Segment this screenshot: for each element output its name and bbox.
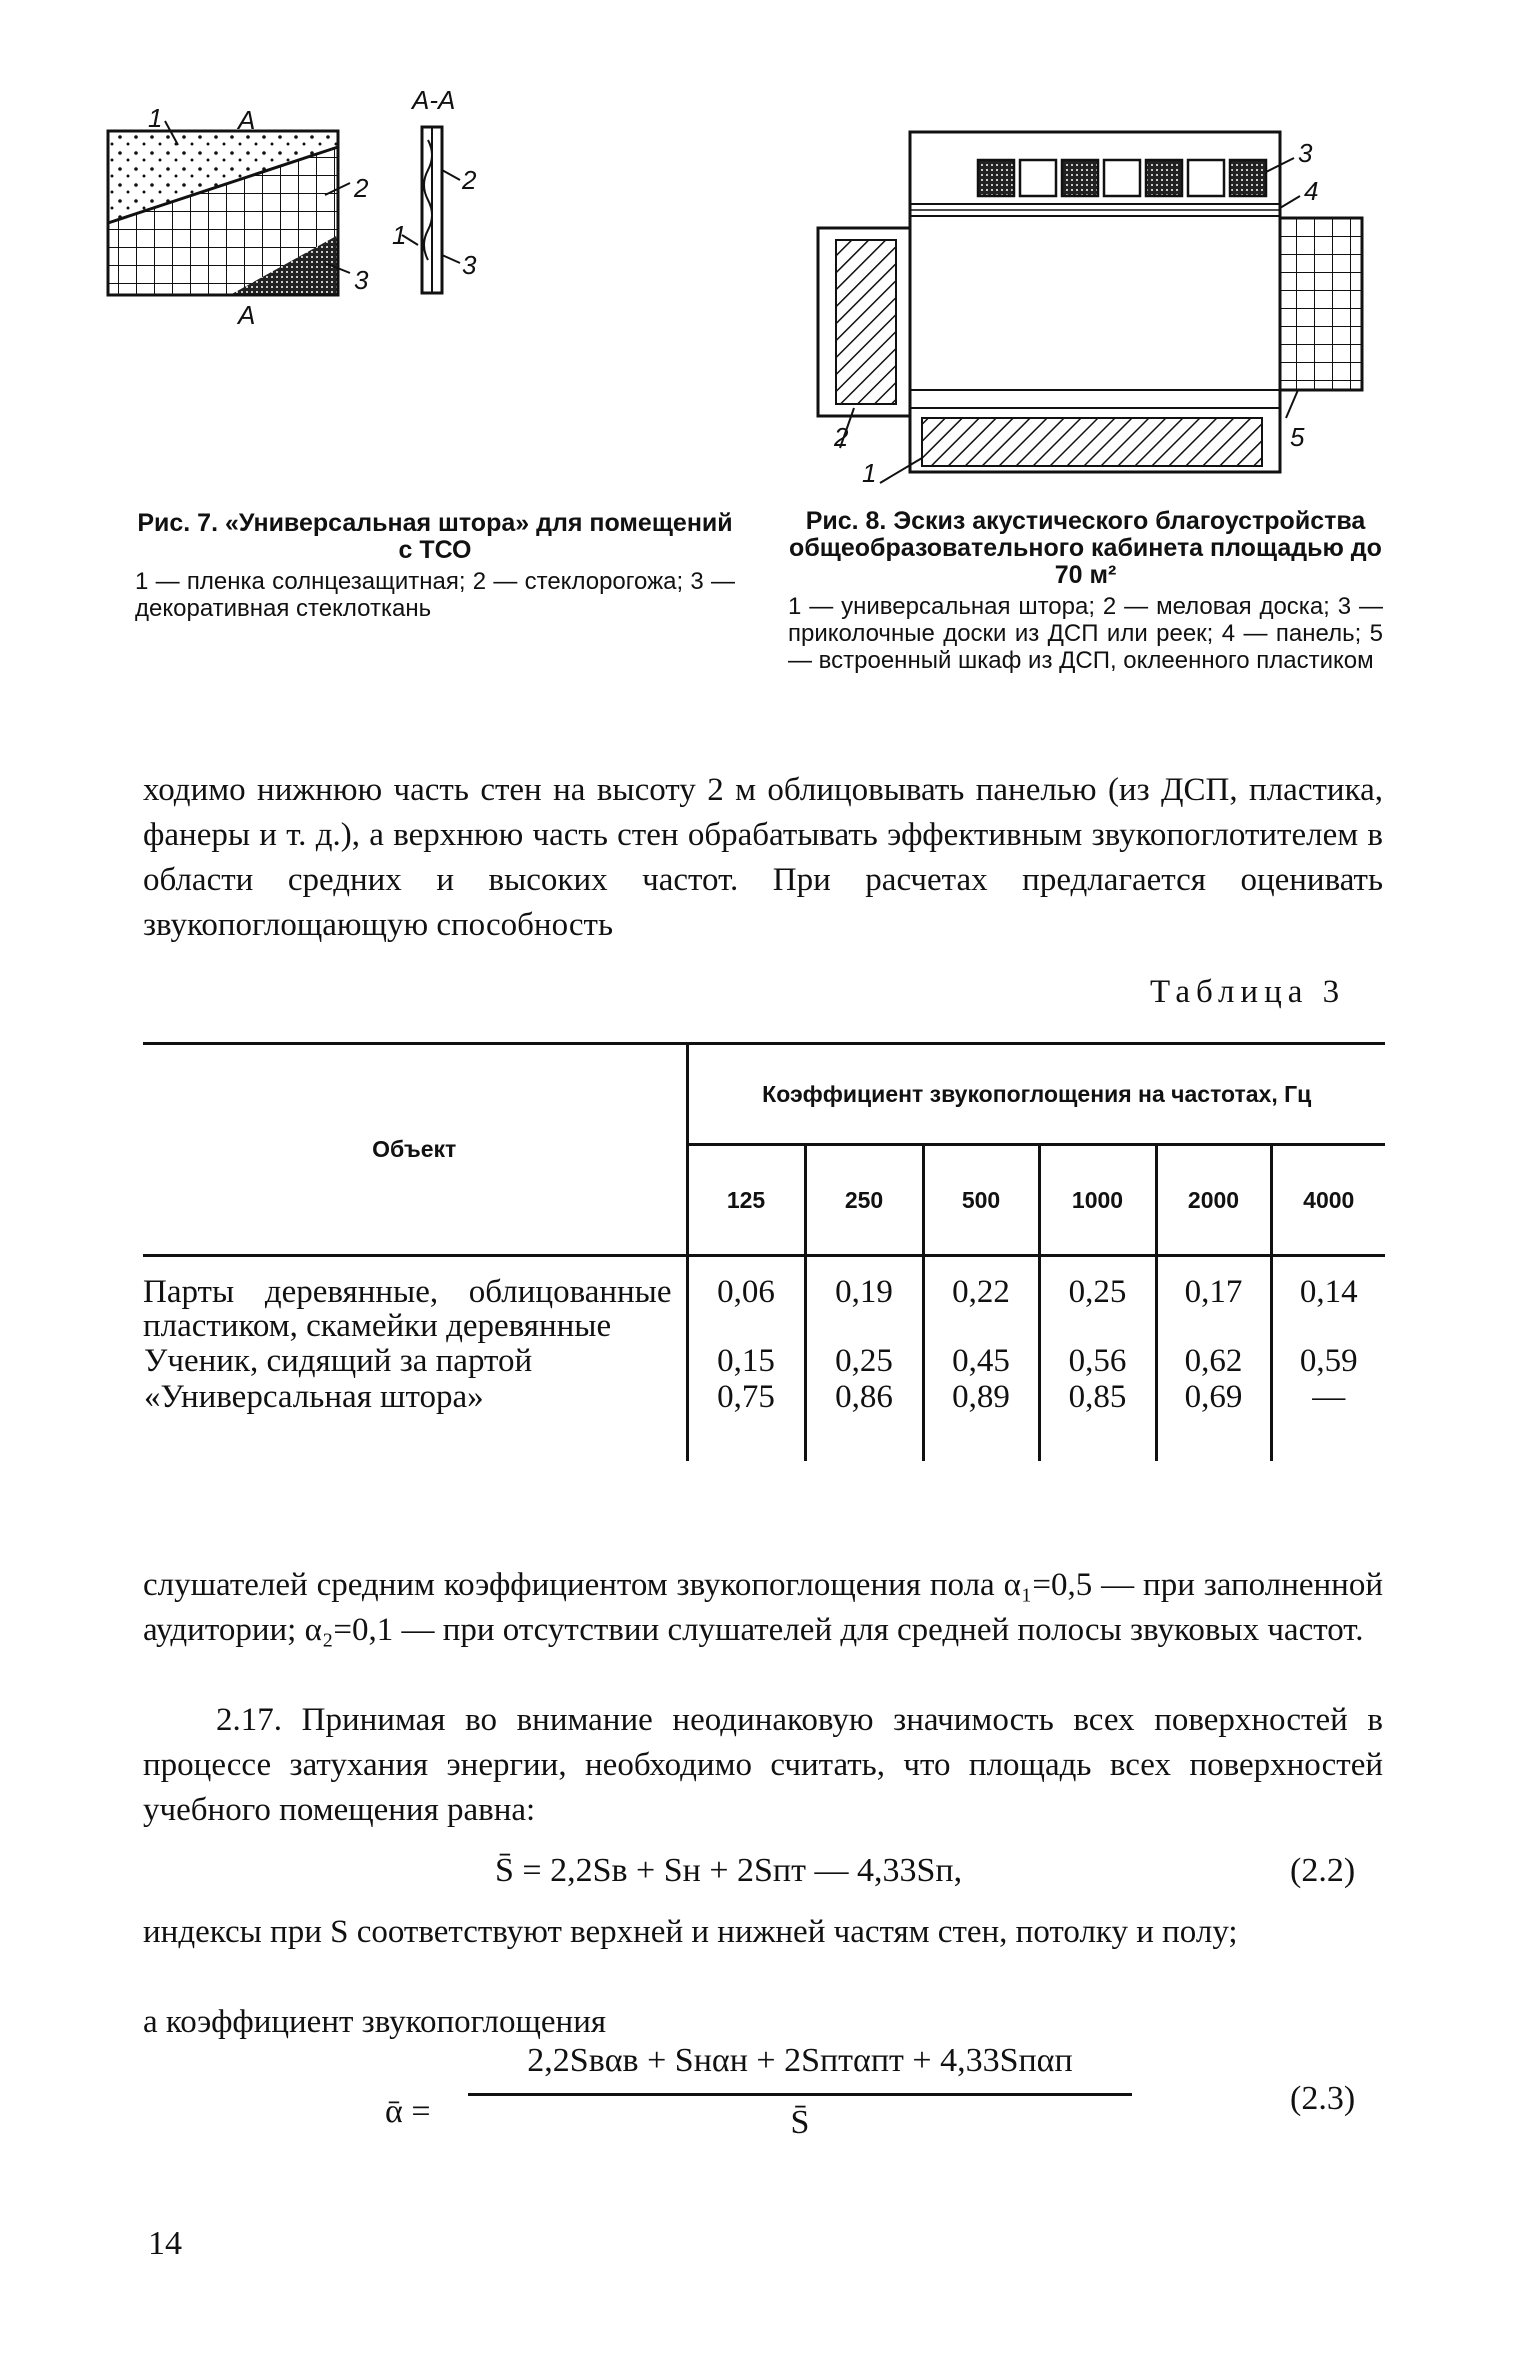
- formula-2-2-number: (2.2): [1290, 1852, 1356, 1889]
- paragraph-3: 2.17. Принимая во внимание неодинаковую значимость всех поверхностей в процессе затухания энергии, необходимо считать, что площадь всех поверхностей учебного помещения равна:: [143, 1702, 1383, 1828]
- row-object-name: Ученик, сидящий за партой: [143, 1343, 687, 1379]
- paragraph-2: слушателей средним коэффициентом звукопоглощения пола α₁=0,5 — при заполненной аудитории; α₂=0,1 — при отсутствии слушателей для средней полосы звуковых частот.: [143, 1567, 1383, 1648]
- cell: 0,89: [923, 1379, 1039, 1461]
- cell: —: [1312, 1379, 1346, 1415]
- cell: 0,69: [1156, 1379, 1271, 1461]
- header-object: Объект: [143, 1044, 687, 1256]
- formula-2-3-numerator: 2,2Sвαв + Sнαн + 2Sптαпт + 4,33Sпαп: [527, 2042, 1073, 2079]
- table-row: [143, 1343, 1385, 1379]
- formula-2-3-number: (2.3): [1290, 2080, 1356, 2117]
- cell: 0,62: [1156, 1343, 1271, 1379]
- table-row: [143, 1379, 1385, 1461]
- cell: 0,06: [687, 1256, 805, 1344]
- cell: 0,22: [923, 1256, 1039, 1344]
- figure-8: [810, 128, 1370, 498]
- figure-7: [100, 85, 520, 335]
- page-number: 14: [148, 2225, 182, 2262]
- figure-8-caption-legend: 1 — универсальная штора; 2 — меловая доска; 3 — приколочные доски из ДСП или реек; 4 — панель; 5 — встроенный шкаф из ДСП, оклеенного пластиком: [788, 593, 1383, 674]
- freq-4000: 4000: [1271, 1145, 1385, 1256]
- fig8-label-5: 5: [1290, 422, 1305, 452]
- paragraph-4: индексы при S соответствуют верхней и нижней частям стен, потолку и полу;: [143, 1914, 1238, 1950]
- table-title: Таблица 3: [1150, 974, 1346, 1010]
- fig7-label-a-bottom: A: [238, 300, 256, 330]
- cell: 0,86: [805, 1379, 923, 1461]
- cell: 0,19: [805, 1256, 923, 1344]
- fig7-label-a-top: A: [238, 105, 256, 135]
- cell: 0,85: [1039, 1379, 1156, 1461]
- figure-7-caption-title: Рис. 7. «Универсальная штора» для помещений с ТСО: [137, 509, 733, 564]
- cell: 0,17: [1156, 1256, 1271, 1344]
- fraction-line: [468, 2093, 1132, 2096]
- fig7-section-label-1: 1: [392, 220, 407, 250]
- fig7-label-section: A-A: [412, 85, 456, 115]
- header-coefficient: Коэффициент звукопоглощения на частотах, Гц: [687, 1044, 1385, 1145]
- freq-2000: 2000: [1156, 1145, 1271, 1256]
- formula-2-3-denominator: S̄: [790, 2104, 810, 2141]
- fig8-label-3: 3: [1298, 138, 1313, 168]
- figure-8-drawing: [810, 128, 1370, 498]
- freq-1000: 1000: [1039, 1145, 1156, 1256]
- figure-8-caption: [788, 508, 1383, 674]
- fig7-label-2: 2: [354, 173, 369, 203]
- freq-250: 250: [805, 1145, 923, 1256]
- fig8-label-1: 1: [862, 458, 877, 488]
- cell: 0,75: [687, 1379, 805, 1461]
- cell: 0,25: [805, 1343, 923, 1379]
- table-3: [143, 1042, 1385, 1461]
- paragraph-1: ходимо нижнюю часть стен на высоту 2 м облицовывать панелью (из ДСП, пластика, фанеры и т. д.), а верхнюю часть стен обрабатывать эффективным звукопоглотителем в области средних и высоких частот. При расчетах предлагается оценивать звукопоглощающую способность: [143, 772, 1383, 943]
- formula-2-2: S̄ = 2,2Sв + Sн + 2Sпт — 4,33Sп,: [495, 1852, 963, 1889]
- cell: 0,45: [923, 1343, 1039, 1379]
- freq-125: 125: [687, 1145, 805, 1256]
- cell: 0,56: [1039, 1343, 1156, 1379]
- fig8-label-4: 4: [1304, 176, 1319, 206]
- paragraph-5: а коэффициент звукопоглощения: [143, 2004, 607, 2040]
- formula-2-3-lhs: ᾱ =: [385, 2093, 431, 2130]
- cell: 0,14: [1299, 1274, 1358, 1310]
- row-object-name: «Универсальная штора»: [143, 1379, 687, 1461]
- fig7-section-label-2: 2: [462, 165, 477, 195]
- cell: 0,59: [1299, 1343, 1358, 1379]
- fig7-section-label-3: 3: [462, 250, 477, 280]
- freq-500: 500: [923, 1145, 1039, 1256]
- row-object-name: Парты деревянные, облицованные пластиком, скамейки деревянные: [143, 1256, 687, 1344]
- fig7-label-1: 1: [148, 103, 163, 133]
- figure-7-drawing: [100, 85, 520, 335]
- figure-8-caption-title: Рис. 8. Эскиз акустического благоустройства общеобразовательного кабинета площадью до 70 м²: [789, 507, 1382, 589]
- fig7-label-3: 3: [354, 265, 369, 295]
- figure-7-caption: [135, 510, 735, 622]
- table-row: [143, 1256, 1385, 1344]
- fig8-label-2: 2: [834, 422, 849, 452]
- cell: 0,25: [1039, 1256, 1156, 1344]
- figure-7-caption-legend: 1 — пленка солнцезащитная; 2 — стеклорогожа; 3 — декоративная стеклоткань: [135, 568, 735, 622]
- cell: 0,15: [687, 1343, 805, 1379]
